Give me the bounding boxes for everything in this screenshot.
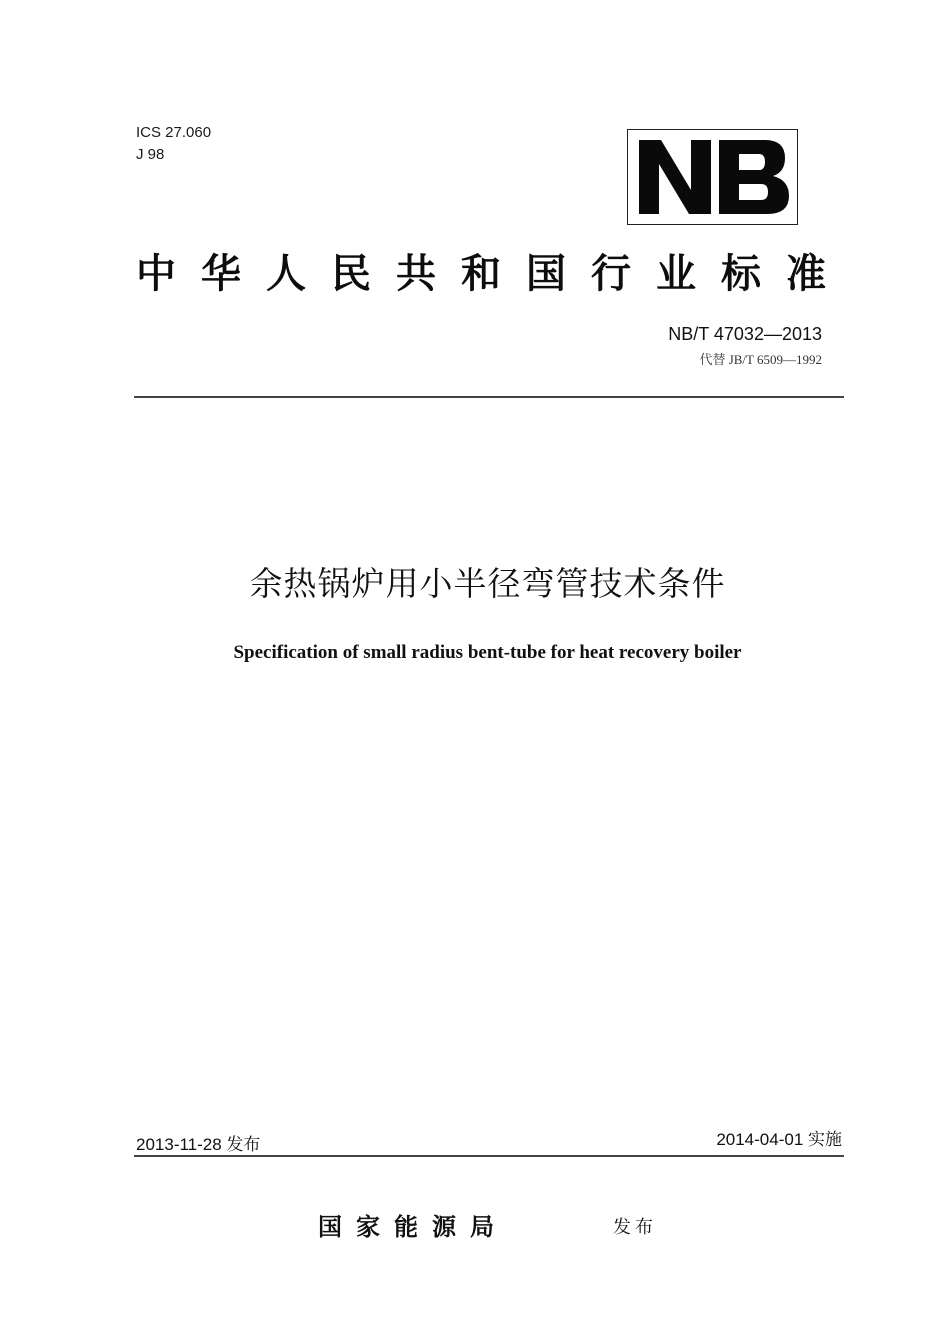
document-title-chinese: 余热锅炉用小半径弯管技术条件 [249, 564, 726, 603]
ics-code: ICS 27.060 [136, 124, 212, 141]
issuing-agency: 国家能源局 [318, 1212, 508, 1241]
replaces-standard: 代替 JB/T 6509—1992 [699, 352, 822, 367]
classification-codes [136, 122, 211, 166]
publish-label: 发布 [613, 1217, 657, 1238]
nb-logo [627, 129, 798, 225]
ccs-code: J 98 [136, 146, 165, 163]
standard-category-title: 中华人民共和国行业标准 [136, 250, 851, 297]
standard-number: NB/T 47032—2013 [668, 324, 822, 344]
nb-logo-mark [633, 134, 793, 220]
implementation-date: 2014-04-01 实施 [716, 1130, 842, 1149]
issue-date: 2013-11-28 发布 [136, 1135, 261, 1154]
top-divider [134, 396, 844, 398]
bottom-divider [134, 1155, 844, 1157]
document-title-english: Specification of small radius bent-tube for heat recovery boiler [233, 642, 742, 663]
